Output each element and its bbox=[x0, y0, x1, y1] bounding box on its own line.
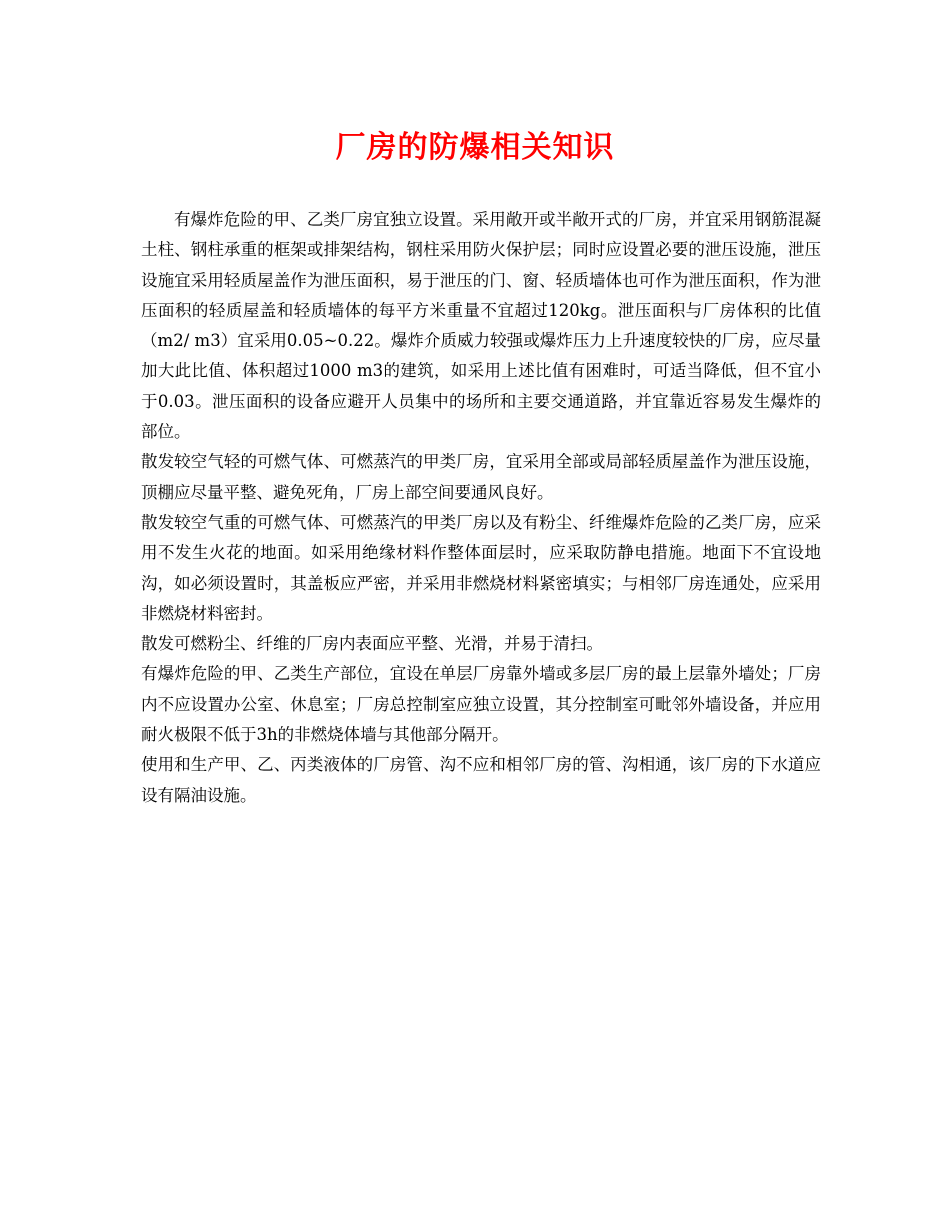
paragraph-4: 散发可燃粉尘、纤维的厂房内表面应平整、光滑，并易于清扫。 bbox=[141, 634, 603, 654]
paragraph-3: 散发较空气重的可燃气体、可燃蒸汽的甲类厂房以及有粉尘、纤维爆炸危险的乙类厂房，应采用不发生火花的地面。如采用绝缘材料作整体面层时，应采取防静电措施。地面下不宜设地沟，如必须设置时，其盖板应严密，并采用非燃烧材料紧密填实；与相邻厂房连通处，应采用非燃烧材料密封。 bbox=[141, 512, 821, 623]
document-body bbox=[141, 205, 821, 811]
paragraph-5: 有爆炸危险的甲、乙类生产部位，宜设在单层厂房靠外墙或多层厂房的最上层靠外墙处；厂房内不应设置办公室、休息室；厂房总控制室应独立设置，其分控制室可毗邻外墙设备，并应用耐火极限不低于3h的非燃烧体墙与其他部分隔开。 bbox=[141, 664, 821, 745]
paragraph-1: 有爆炸危险的甲、乙类厂房宜独立设置。采用敞开或半敞开式的厂房，并宜采用钢筋混凝土柱、钢柱承重的框架或排架结构，钢柱采用防火保护层；同时应设置必要的泄压设施，泄压设施宜采用轻质屋盖作为泄压面积，易于泄压的门、窗、轻质墙体也可作为泄压面积，作为泄压面积的轻质屋盖和轻质墙体的每平方米重量不宜超过120kg。泄压面积与厂房体积的比值（m2/ m3）宜采用0.05~0.22。爆炸介质威力较强或爆炸压力上升速度较快的厂房，应尽量加大此比值、体积超过1000 m3的建筑，如采用上述比值有困难时，可适当降低，但不宜小于0.03。泄压面积的设备应避开人员集中的场所和主要交通道路，并宜靠近容易发生爆炸的部位。 bbox=[141, 210, 821, 442]
document-title: 厂房的防爆相关知识 bbox=[335, 130, 615, 165]
paragraph-2: 散发较空气轻的可燃气体、可燃蒸汽的甲类厂房，宜采用全部或局部轻质屋盖作为泄压设施，顶棚应尽量平整、避免死角，厂房上部空间要通风良好。 bbox=[141, 452, 821, 502]
paragraph-6: 使用和生产甲、乙、丙类液体的厂房管、沟不应和相邻厂房的管、沟相通，该厂房的下水道应设有隔油设施。 bbox=[141, 755, 821, 805]
